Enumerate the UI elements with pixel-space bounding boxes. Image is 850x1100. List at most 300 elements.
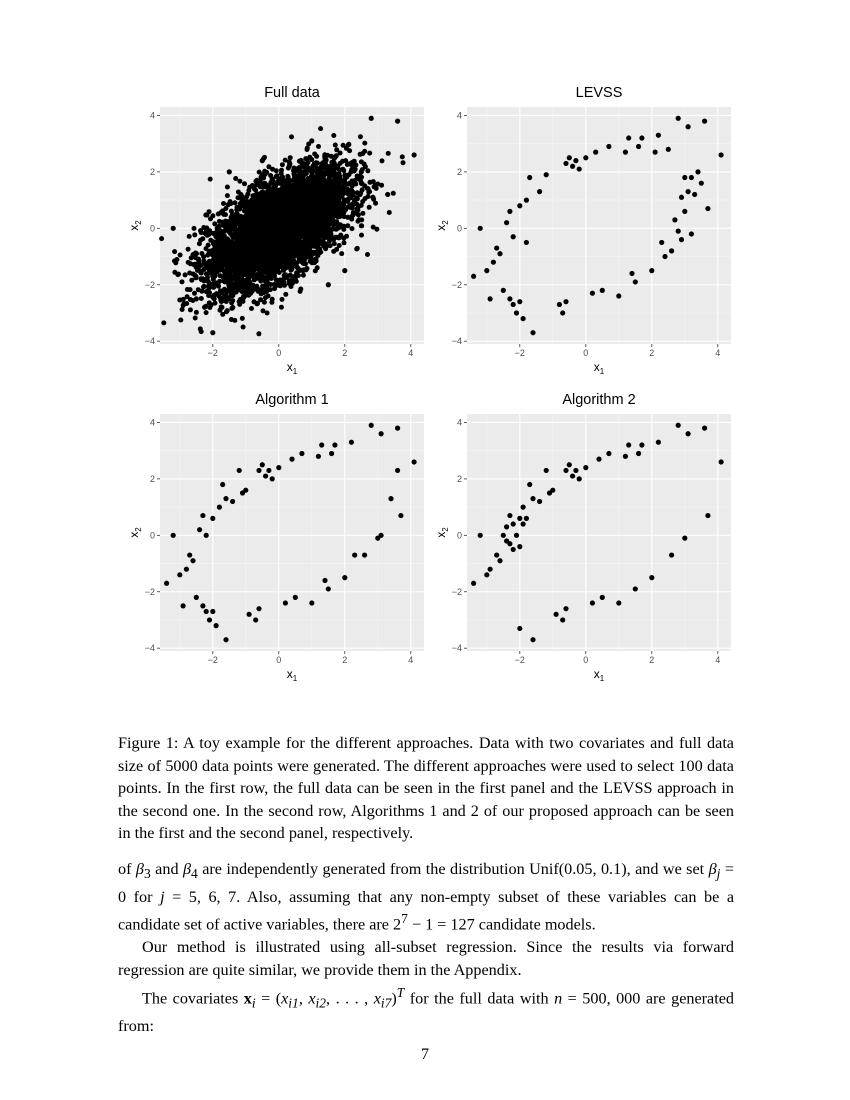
data-point xyxy=(216,284,221,289)
data-point xyxy=(183,272,188,277)
data-point xyxy=(331,133,336,138)
data-point xyxy=(319,189,324,194)
data-point xyxy=(278,283,283,288)
data-point xyxy=(324,230,329,235)
data-point xyxy=(218,273,223,278)
data-point xyxy=(209,302,214,307)
data-point xyxy=(306,177,311,182)
data-point xyxy=(366,194,371,199)
data-point xyxy=(225,308,230,313)
data-point xyxy=(349,217,354,222)
data-point xyxy=(328,232,333,237)
data-point xyxy=(304,166,309,171)
data-point xyxy=(371,179,376,184)
data-point xyxy=(265,190,270,195)
data-point xyxy=(224,219,229,224)
data-point xyxy=(371,195,376,200)
data-point xyxy=(315,244,320,249)
data-point xyxy=(349,167,354,172)
data-point xyxy=(302,172,307,177)
data-point xyxy=(329,185,334,190)
data-point xyxy=(199,296,204,301)
data-point xyxy=(251,270,256,275)
data-point xyxy=(341,168,346,173)
x-axis-label: $x_1$ xyxy=(286,360,298,376)
data-point xyxy=(189,255,194,260)
data-point xyxy=(298,195,303,200)
data-point xyxy=(225,193,230,198)
data-point xyxy=(240,316,245,321)
data-point xyxy=(276,242,281,247)
data-point xyxy=(172,270,177,275)
data-point xyxy=(299,184,304,189)
data-point xyxy=(302,209,307,214)
data-point xyxy=(181,297,186,302)
data-point xyxy=(338,192,343,197)
data-point xyxy=(356,205,361,210)
data-point xyxy=(242,248,247,253)
data-point xyxy=(245,212,250,217)
data-point xyxy=(302,162,307,167)
data-point xyxy=(172,249,177,254)
data-point xyxy=(387,210,392,215)
data-point xyxy=(355,246,360,251)
data-point xyxy=(260,284,265,289)
data-point xyxy=(343,158,348,163)
data-point xyxy=(333,155,338,160)
data-point xyxy=(285,265,290,270)
data-point xyxy=(285,174,290,179)
data-point xyxy=(173,260,178,265)
data-point xyxy=(401,160,406,165)
data-point xyxy=(254,221,259,226)
panel-full-data xyxy=(120,80,430,380)
data-point xyxy=(312,225,317,230)
data-point xyxy=(232,318,237,323)
data-point xyxy=(268,226,273,231)
data-point xyxy=(305,146,310,151)
data-point xyxy=(306,223,311,228)
data-point xyxy=(294,184,299,189)
data-point xyxy=(227,269,232,274)
data-point xyxy=(192,232,197,237)
data-point xyxy=(194,310,199,315)
data-point xyxy=(281,202,286,207)
data-point xyxy=(400,154,405,159)
data-point xyxy=(295,166,300,171)
data-point xyxy=(362,141,367,146)
x-tick-label: 2 xyxy=(342,348,348,358)
data-point xyxy=(199,251,204,256)
data-point xyxy=(360,211,365,216)
data-point xyxy=(312,232,317,237)
data-point xyxy=(225,242,230,247)
data-point xyxy=(314,154,319,159)
data-point xyxy=(362,162,367,167)
data-point xyxy=(193,273,198,278)
data-point xyxy=(280,236,285,241)
data-point xyxy=(322,222,327,227)
data-point xyxy=(199,329,204,334)
data-point xyxy=(324,158,329,163)
data-point xyxy=(352,211,357,216)
data-point xyxy=(221,201,226,206)
data-point xyxy=(352,159,357,164)
data-point xyxy=(335,164,340,169)
data-point xyxy=(229,232,234,237)
data-point xyxy=(193,316,198,321)
data-point xyxy=(270,245,275,250)
data-point xyxy=(204,310,209,315)
data-point xyxy=(196,287,201,292)
data-point xyxy=(333,143,338,148)
data-point xyxy=(359,233,364,238)
data-point xyxy=(391,191,396,196)
data-point xyxy=(256,206,261,211)
data-point xyxy=(272,282,277,287)
data-point xyxy=(365,252,370,257)
data-point xyxy=(307,209,312,214)
data-point xyxy=(257,170,262,175)
data-point xyxy=(244,254,249,259)
data-point xyxy=(350,206,355,211)
data-point xyxy=(360,151,365,156)
data-point xyxy=(299,244,304,249)
data-point xyxy=(288,178,293,183)
x-tick-label: 0 xyxy=(276,348,282,358)
data-point xyxy=(282,273,287,278)
data-point xyxy=(344,198,349,203)
data-point xyxy=(282,242,287,247)
data-point xyxy=(196,260,201,265)
data-point xyxy=(194,265,199,270)
data-point xyxy=(220,312,225,317)
data-point xyxy=(299,218,304,223)
data-point xyxy=(262,288,267,293)
data-point xyxy=(350,191,355,196)
data-point xyxy=(367,205,372,210)
data-point xyxy=(306,230,311,235)
data-point xyxy=(289,267,294,272)
data-point xyxy=(193,251,198,256)
data-point xyxy=(309,237,314,242)
data-point xyxy=(359,223,364,228)
data-point xyxy=(264,214,269,219)
data-point xyxy=(263,295,268,300)
data-point xyxy=(216,212,221,217)
data-point xyxy=(178,253,183,258)
data-point xyxy=(253,179,258,184)
data-point xyxy=(344,234,349,239)
data-point xyxy=(325,209,330,214)
data-point xyxy=(280,297,285,302)
x-tick-label: −2 xyxy=(207,348,218,358)
data-point xyxy=(328,181,333,186)
data-point xyxy=(253,254,258,259)
data-point xyxy=(313,268,318,273)
data-point xyxy=(270,231,275,236)
data-point xyxy=(309,203,314,208)
data-point xyxy=(241,325,246,330)
data-point xyxy=(320,180,325,185)
data-point xyxy=(188,261,193,266)
data-point xyxy=(320,211,325,216)
data-point xyxy=(341,143,346,148)
panel-title: Full data xyxy=(264,85,320,101)
data-point xyxy=(291,251,296,256)
data-point xyxy=(212,274,217,279)
data-point xyxy=(212,293,217,298)
data-point xyxy=(265,311,270,316)
data-point xyxy=(339,211,344,216)
data-point xyxy=(301,202,306,207)
data-point xyxy=(332,241,337,246)
data-point xyxy=(257,253,262,258)
data-point xyxy=(229,300,234,305)
data-point xyxy=(262,245,267,250)
data-point xyxy=(222,280,227,285)
data-point xyxy=(213,240,218,245)
data-point xyxy=(229,251,234,256)
data-point xyxy=(186,247,191,252)
data-point xyxy=(318,168,323,173)
data-point xyxy=(219,299,224,304)
data-point xyxy=(188,287,193,292)
data-point xyxy=(187,234,192,239)
data-point xyxy=(358,191,363,196)
data-point xyxy=(255,301,260,306)
data-point xyxy=(360,199,365,204)
data-point xyxy=(212,221,217,226)
data-point xyxy=(240,270,245,275)
data-point xyxy=(269,300,274,305)
data-point xyxy=(263,172,268,177)
data-point xyxy=(253,215,258,220)
data-point xyxy=(220,305,225,310)
data-point xyxy=(208,216,213,221)
data-point xyxy=(283,292,288,297)
data-point xyxy=(316,215,321,220)
data-point xyxy=(330,161,335,166)
data-point xyxy=(283,158,288,163)
data-point xyxy=(252,210,257,215)
data-point xyxy=(241,295,246,300)
data-point xyxy=(266,250,271,255)
data-point xyxy=(188,297,193,302)
y-tick-label: −4 xyxy=(144,336,155,347)
data-point xyxy=(359,175,364,180)
data-point xyxy=(201,258,206,263)
data-point xyxy=(316,228,321,233)
data-point xyxy=(318,126,323,131)
data-point xyxy=(298,289,303,294)
data-point xyxy=(200,236,205,241)
data-point xyxy=(206,243,211,248)
data-point xyxy=(222,253,227,258)
data-point xyxy=(236,190,241,195)
data-point xyxy=(338,207,343,212)
data-point xyxy=(230,293,235,298)
data-point xyxy=(281,279,286,284)
data-point xyxy=(316,144,321,149)
data-point xyxy=(238,258,243,263)
data-point xyxy=(187,271,192,276)
data-point xyxy=(275,265,280,270)
data-point xyxy=(339,251,344,256)
data-point xyxy=(285,257,290,262)
data-point xyxy=(338,151,343,156)
data-point xyxy=(201,225,206,230)
data-point xyxy=(225,260,230,265)
y-tick-label: 2 xyxy=(149,166,155,177)
data-point xyxy=(350,184,355,189)
data-point xyxy=(305,196,310,201)
data-point xyxy=(223,212,228,217)
data-point xyxy=(347,172,352,177)
data-point xyxy=(259,231,264,236)
data-point xyxy=(265,200,270,205)
data-point xyxy=(247,243,252,248)
data-point xyxy=(242,181,247,186)
data-point xyxy=(230,256,235,261)
data-point xyxy=(299,177,304,182)
data-point xyxy=(233,245,238,250)
data-point xyxy=(365,186,370,191)
data-point xyxy=(337,171,342,176)
data-point xyxy=(246,289,251,294)
data-point xyxy=(210,252,215,257)
data-point xyxy=(237,179,242,184)
data-point xyxy=(380,158,385,163)
data-point xyxy=(203,213,208,218)
data-point xyxy=(282,283,287,288)
data-point xyxy=(262,300,267,305)
data-point xyxy=(330,171,335,176)
data-point xyxy=(188,307,193,312)
data-point xyxy=(256,331,261,336)
data-point xyxy=(303,261,308,266)
data-point xyxy=(199,276,204,281)
data-point xyxy=(265,183,270,188)
data-point xyxy=(345,187,350,192)
data-point xyxy=(279,187,284,192)
data-point xyxy=(334,219,339,224)
data-point xyxy=(202,305,207,310)
scatter-full-data xyxy=(120,80,430,380)
data-point xyxy=(218,262,223,267)
data-point xyxy=(301,273,306,278)
data-point xyxy=(258,191,263,196)
data-point xyxy=(358,134,363,139)
data-point xyxy=(310,173,315,178)
data-point xyxy=(178,318,183,323)
data-point xyxy=(249,306,254,311)
data-point xyxy=(331,249,336,254)
data-point xyxy=(233,200,238,205)
data-point xyxy=(279,305,284,310)
data-point xyxy=(204,289,209,294)
data-point xyxy=(350,226,355,231)
data-point xyxy=(329,205,334,210)
data-point xyxy=(273,224,278,229)
data-point xyxy=(271,179,276,184)
y-tick-label: 4 xyxy=(149,110,155,121)
data-point xyxy=(265,257,270,262)
data-point xyxy=(243,230,248,235)
data-point xyxy=(219,290,224,295)
data-point xyxy=(309,192,314,197)
data-point xyxy=(280,162,285,167)
data-point xyxy=(213,234,218,239)
data-point xyxy=(205,253,210,258)
data-point xyxy=(287,196,292,201)
data-point xyxy=(268,204,273,209)
data-point xyxy=(304,267,309,272)
data-point xyxy=(386,151,391,156)
data-point xyxy=(342,240,347,245)
y-tick-label: −2 xyxy=(144,279,155,290)
data-point xyxy=(294,270,299,275)
data-point xyxy=(321,234,326,239)
data-point xyxy=(367,151,372,156)
data-point xyxy=(243,237,248,242)
data-point xyxy=(219,230,224,235)
data-point xyxy=(312,161,317,166)
data-point xyxy=(355,196,360,201)
data-point xyxy=(291,190,296,195)
data-point xyxy=(273,213,278,218)
data-point xyxy=(231,227,236,232)
data-point xyxy=(283,247,288,252)
data-point xyxy=(275,247,280,252)
data-point xyxy=(257,268,262,273)
data-point xyxy=(295,222,300,227)
data-point xyxy=(292,171,297,176)
data-point xyxy=(307,183,312,188)
data-point xyxy=(192,226,197,231)
data-point xyxy=(375,182,380,187)
data-point xyxy=(248,282,253,287)
data-point xyxy=(231,275,236,280)
y-tick-label: 0 xyxy=(149,223,155,234)
data-point xyxy=(309,257,314,262)
data-point xyxy=(230,305,235,310)
data-point xyxy=(339,184,344,189)
data-point xyxy=(312,181,317,186)
data-point xyxy=(159,236,164,241)
data-point xyxy=(250,183,255,188)
data-point xyxy=(180,307,185,312)
data-point xyxy=(255,196,260,201)
data-point xyxy=(374,227,379,232)
data-point xyxy=(295,206,300,211)
data-point xyxy=(207,259,212,264)
data-point xyxy=(308,251,313,256)
data-point xyxy=(330,227,335,232)
data-point xyxy=(266,220,271,225)
data-point xyxy=(180,279,185,284)
data-point xyxy=(272,259,277,264)
data-point xyxy=(201,267,206,272)
data-point xyxy=(226,202,231,207)
data-point xyxy=(233,176,238,181)
data-point xyxy=(285,188,290,193)
data-point xyxy=(289,134,294,139)
data-point xyxy=(288,155,293,160)
data-point xyxy=(225,185,230,190)
data-point xyxy=(374,186,379,191)
data-point xyxy=(298,254,303,259)
